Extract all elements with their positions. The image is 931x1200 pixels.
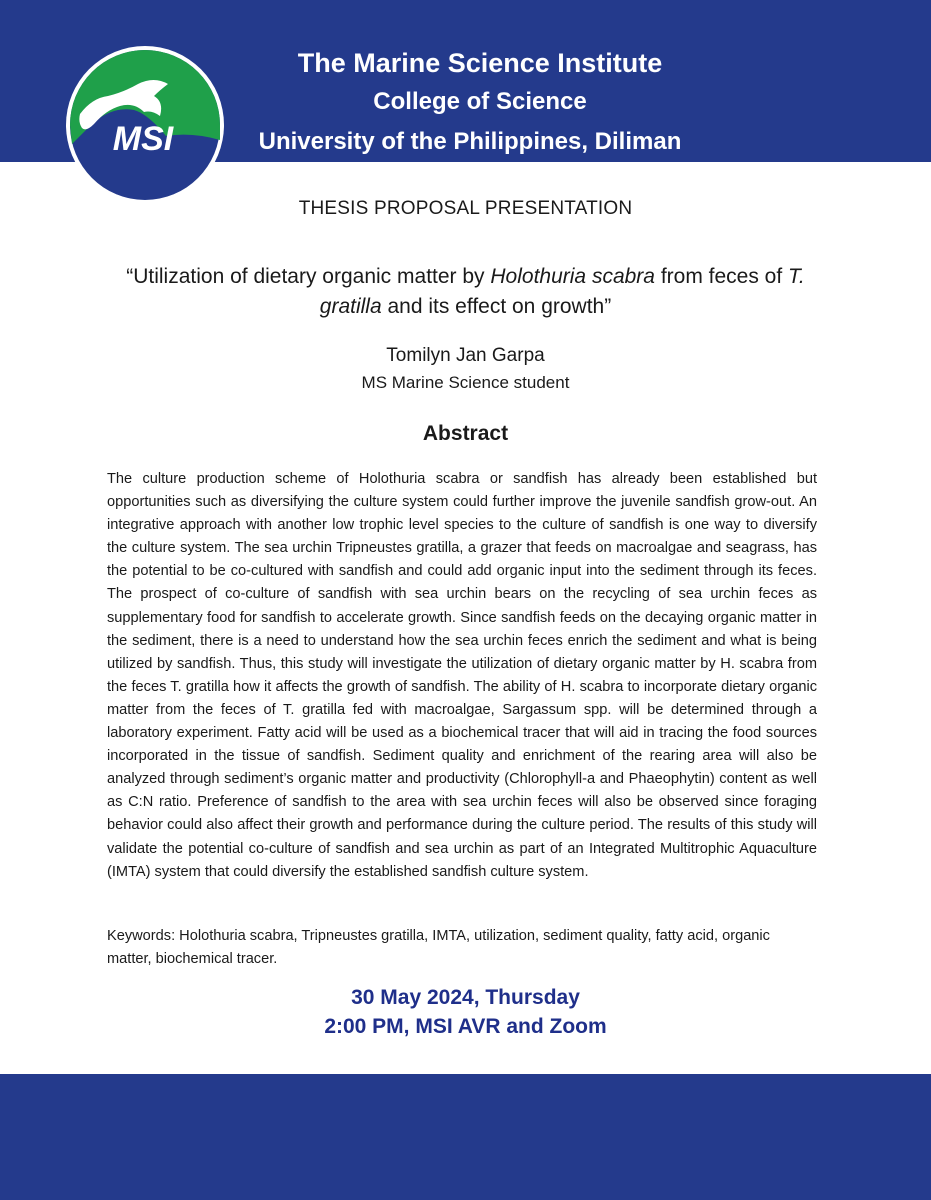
thesis-title — [100, 262, 831, 322]
title-species-1: Holothuria scabra — [490, 265, 655, 288]
title-species-2: T. gratilla — [319, 265, 805, 318]
presenter-name: Tomilyn Jan Garpa — [386, 345, 545, 366]
logo-text: MSI — [112, 120, 174, 158]
abstract-heading: Abstract — [422, 422, 509, 445]
abstract-body: The culture production scheme of Holothuria scabra or sandfish has already been established but opportunities such as diversifying the culture system could further improve the juvenile sandfish grow-out. An integrative approach with another low trophic level species to the culture of sandfish is one way to diversify the culture system. The sea urchin Tripneustes gratilla, a grazer that feeds on macroalgae and seagrass, has the potential to be co-cultured with sandfish and could add organic input into the sediment through its feces. The prospect of co-culture of sandfish with sea urchin bears on the recycling of sea urchin feces as supplementary food for sandfish to accelerate growth. Since sandfish feeds on the decaying organic matter in the sediment, there is a need to understand how the sea urchin feces enrich the sediment and what is being utilized by sandfish. Thus, this study will investigate the utilization of dietary organic matter by H. scabra from the feces T. gratilla how it affects the growth of sandfish. The ability of H. scabra to incorporate dietary organic matter from the feces of T. gratilla fed with macroalgae, Sargassum spp. will be determined through a laboratory experiment. Fatty acid will be used as a biochemical tracer that will aid in tracing the food sources incorporated in the tissue of sandfish. Sediment quality and enrichment of the rearing area will also be analyzed through sediment’s organic matter and productivity (Chlorophyll-a and Phaeophytin) content as well as C:N ratio. Preference of sandfish to the area with sea urchin feces will also be observed since foraging behavior could also affect their growth and performance during the culture period. The results of this study will validate the potential co-culture of sandfish and sea urchin as part of an Integrated Multitrophic Aquaculture (IMTA) system that could diversify the established sandfish culture system. — [107, 471, 817, 880]
msi-logo — [64, 44, 226, 206]
event-date: 30 May 2024, Thursday — [351, 986, 580, 1009]
university-name: University of the Philippines, Diliman — [258, 128, 682, 155]
keywords: Keywords: Holothuria scabra, Tripneustes gratilla, IMTA, utilization, sediment quality, fatty acid, organic matter, biochemical tracer. — [107, 928, 770, 968]
presenter-program: MS Marine Science student — [361, 373, 570, 392]
college-name: College of Science — [373, 88, 587, 115]
title-part-1: “Utilization of dietary organic matter by — [126, 265, 491, 288]
title-part-2: from feces of — [654, 265, 789, 288]
institution-header — [230, 44, 730, 162]
institute-name: The Marine Science Institute — [297, 48, 663, 78]
event-time-venue: 2:00 PM, MSI AVR and Zoom — [324, 1015, 607, 1038]
event-type: THESIS PROPOSAL PRESENTATION — [298, 198, 633, 219]
title-part-3: and its effect on growth” — [381, 295, 612, 318]
footer-band — [0, 1074, 931, 1200]
